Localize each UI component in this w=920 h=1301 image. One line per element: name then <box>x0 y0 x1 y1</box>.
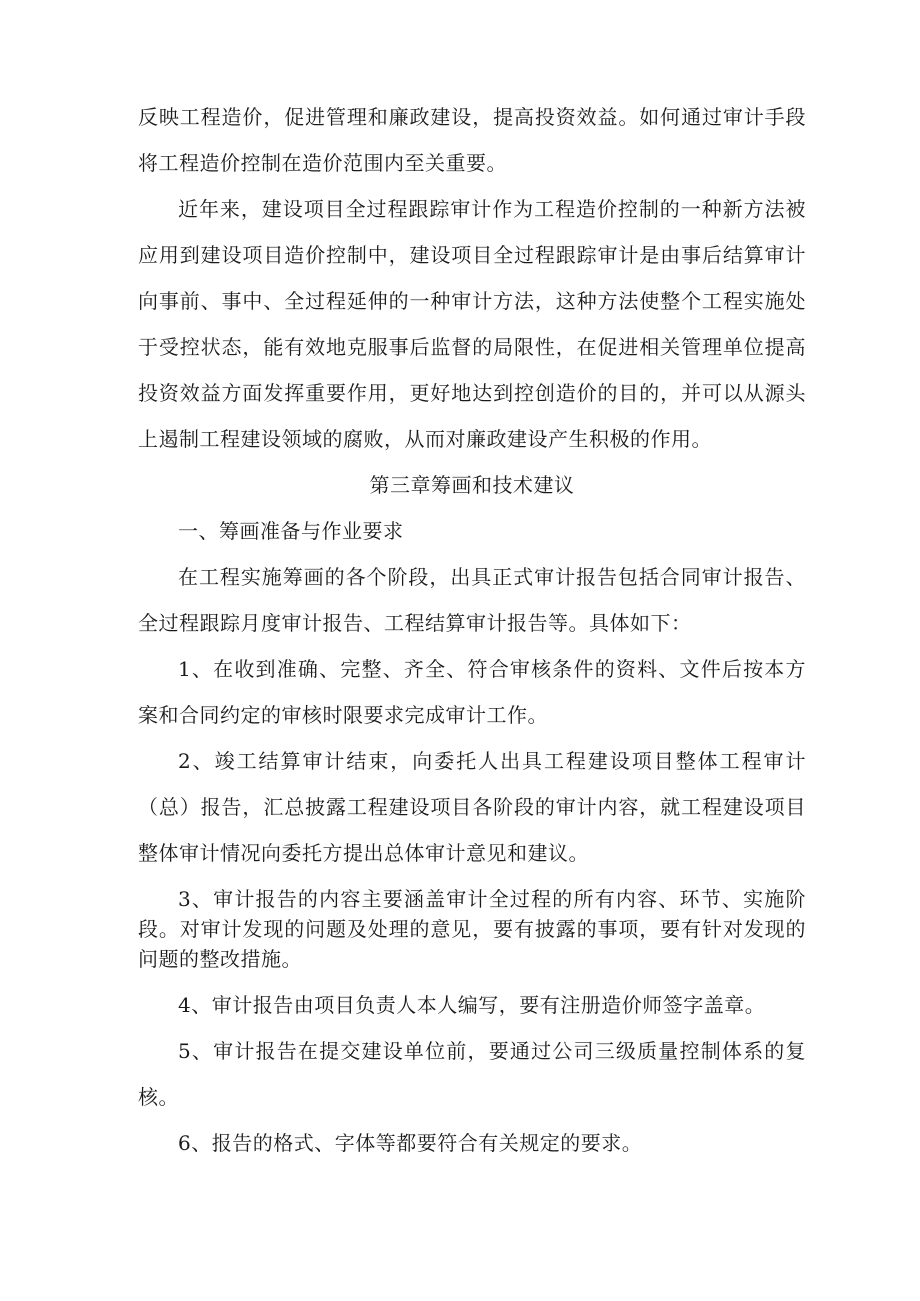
list-item-5: 5、审计报告在提交建设单位前，要通过公司三级质量控制体系的复核。 <box>138 1039 806 1109</box>
list-item-1: 1、在收到准确、完整、齐全、符合审核条件的资料、文件后按本方案和合同约定的审核时限要求完成审计工作。 <box>138 657 806 727</box>
paragraph-continuation: 反映工程造价，促进管理和廉政建设，提高投资效益。如何通过审计手段将工程造价控制在造价范围内至关重要。 <box>138 105 806 175</box>
list-item-4: 4、审计报告由项目负责人本人编写，要有注册造价师签字盖章。 <box>178 993 766 1017</box>
section-intro: 在工程实施筹画的各个阶段，出具正式审计报告包括合同审计报告、全过程跟踪月度审计报告、工程结算审计报告等。具体如下： <box>138 565 806 635</box>
list-item-2: 2、竣工结算审计结束，向委托人出具工程建设项目整体工程审计（总）报告，汇总披露工程建设项目各阶段的审计内容，就工程建设项目整体审计情况向委托方提出总体审计意见和建议。 <box>138 749 806 865</box>
section-title: 一、筹画准备与作业要求 <box>178 519 404 543</box>
list-item-6: 6、报告的格式、字体等都要符合有关规定的要求。 <box>178 1131 643 1155</box>
paragraph-tracking-audit: 近年来，建设项目全过程跟踪审计作为工程造价控制的一种新方法被应用到建设项目造价控制中，建设项目全过程跟踪审计是由事后结算审计向事前、事中、全过程延伸的一种审计方法，这种方法使整个工程实施处于受控状态，能有效地克服事后监督的局限性，在促进相关管理单位提高投资效益方面发挥重要作用，更好地达到控创造价的目的，并可以从源头上遏制工程建设领域的腐败，从而对廉政建设产生积极的作用。 <box>138 197 806 451</box>
chapter-title: 第三章筹画和技术建议 <box>369 473 575 497</box>
document-page <box>138 94 806 1166</box>
list-item-3: 3、审计报告的内容主要涵盖审计全过程的所有内容、环节、实施阶段。对审计发现的问题及处理的意见，要有披露的事项，要有针对发现的问题的整改措施。 <box>138 887 806 971</box>
